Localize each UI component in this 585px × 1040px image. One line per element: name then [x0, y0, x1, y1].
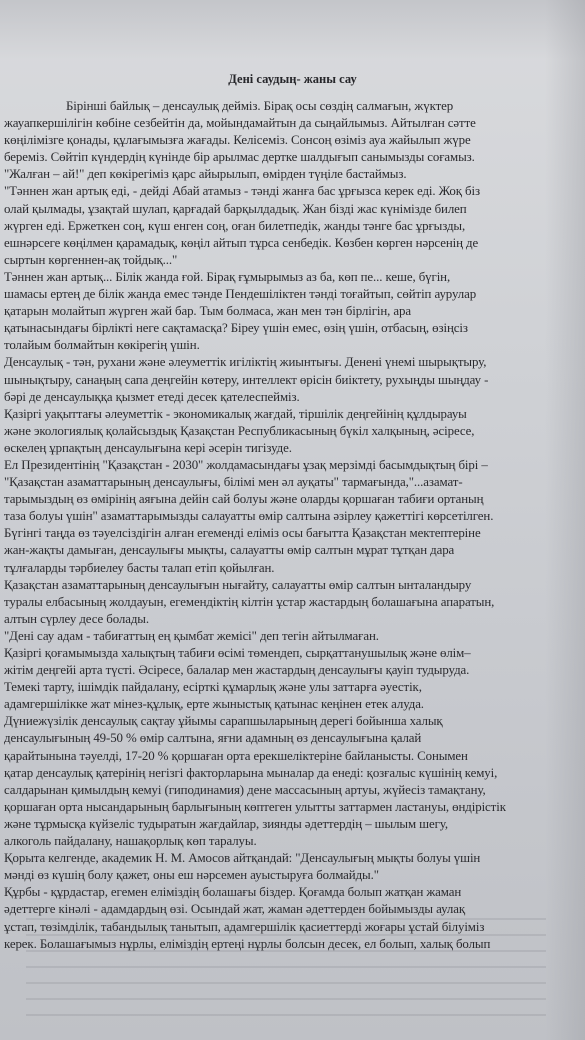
text-line: жітім деңгейі арта түсті. Әсіресе, балалар мен жастардың денсаулығы қауіп тудыруда.: [4, 663, 470, 678]
text-line: жауапкершілігін көбіне сезбейтін да, мойындамайтын да сыңайлымыз. Айтылған сәтте: [4, 116, 476, 131]
text-line: денсаулығының 49-50 % өмір салтына, яғни адамның өз денсаулығына қалай: [4, 731, 422, 746]
text-line: көңілімізге қонады, құлағымызға жағады. Келісеміз. Сонсоң өзіміз ауа жайылып жүре: [4, 133, 471, 148]
text-line: толайым болмайтын көкірегің үшін.: [4, 338, 200, 353]
text-line: жан-жақты дамыған, денсаулығы мықты, салауатты өмір салтын мұрат тұтқан дара: [4, 543, 455, 558]
document-body: [4, 98, 582, 953]
text-line: адамгершілікке жат мінез-құлық, ерте жыныстық қатынас кеңінен етек алуда.: [4, 697, 424, 712]
text-line: Қазақстан азаматтарының денсаулығын нығайту, салауатты өмір салтын ынталандыру: [4, 577, 472, 592]
text-line: әдеттерге кінәлі - адамдардың өзі. Осындай жат, жаман әдеттерден бойымызды аулақ: [4, 902, 465, 917]
text-line: Қазіргі уақыттағы әлеуметтік - экономикалық жағдай, тіршілік деңгейінің құлдырауы: [4, 406, 467, 421]
text-line: "Дені сау адам - табиғаттың ең қымбат жемісі" деп тегін айтылмаған.: [4, 628, 379, 643]
text-line: ұстап, төзімділік, табандылық танытып, адамгершілік қасиеттерді жоғары ұстай білуіміз: [4, 919, 485, 934]
text-line: салдарынан қимылдың кемуі (гиподинамия) дене массасының артуы, жүйесіз тамақтану,: [4, 782, 486, 797]
text-line: қатынасындағы бірлікті неге сақтамасқа? Біреу үшін емес, өзің үшін, отбасың, өзіңсіз: [4, 321, 468, 336]
text-line: тұлғаларды тәрбиелеу басты талап етіп қойылған.: [4, 560, 275, 575]
text-line: Дүниежүзілік денсаулық сақтау ұйымы сарапшыларының дерегі бойынша халық: [4, 714, 443, 729]
text-line: ешнәрсеге көңілмен қарамадық, көңіл айтып тұрса сенбедік. Көзбен көрген нәрсенің де: [4, 235, 479, 250]
text-line: қатарын молайтып жүрген жай бар. Тым болмаса, жан мен тән бірлігін, ара: [4, 304, 411, 319]
text-line: туралы елбасының жолдауын, егемендіктің кілтін ұстар жастардың болашағына апаратын,: [4, 594, 495, 609]
text-line: өскелең ұрпақтың денсаулығына кері әсерін тигізуде.: [4, 440, 292, 455]
text-line: Тәннен жан артық... Білік жанда ғой. Бірақ ғұмырымыз аз ба, көп пе... кеше, бүгін,: [4, 269, 451, 284]
text-line: таза болуы үшін" азаматтарымызды салауатты өмір салтына әзірлеу қажеттігі көрсетілген.: [4, 509, 494, 524]
text-line: қоршаған орта нысандарының барлығының көптеген улытты заттармен ластануы, өндірістік: [4, 799, 506, 814]
text-line: Ел Президентінің "Қазақстан - 2030" жолдамасындағы ұзақ мерзімді басымдықтың бірі –: [4, 457, 488, 472]
text-line: бәрі де денсаулыққа қызмет етеді десек қателеспейміз.: [4, 389, 300, 404]
text-line: мәнді өз күшің болу қажет, оны еш нәрсемен ауыстыруға болмайды.": [4, 868, 379, 883]
text-line: қатар денсаулық қатерінің негізгі факторларына мыналар да енеді: қозғалыс күшінің кемуі,: [4, 765, 498, 780]
text-line: жүрген еді. Ержеткен соң, күш енген соң, оған билетпедік, жанды тәнге бас ұрғызды,: [4, 218, 466, 233]
text-line: береміз. Сөйтіп күндердің күнінде бір арылмас дертке шалдығып санымызды соғамыз.: [4, 150, 475, 165]
text-line: Бірінші байлық – денсаулық дейміз. Бірақ осы сөздің салмағын, жүктер: [66, 99, 454, 113]
text-line: және тұрмысқа күйзеліс тудыратын жағдайлар, зиянды әдеттердің – шылым шегу,: [4, 816, 448, 831]
text-line: қарайтынына тәуелді, 17-20 % қоршаған орта ерекшеліктеріне байланысты. Сонымен: [4, 748, 468, 763]
faded-bleedthrough-area: [26, 918, 546, 1028]
text-line: Қазіргі қоғамымызда халықтың табиғи өсімі төмендеп, сырқаттанушылық және өлім–: [4, 646, 471, 660]
text-line: олай қылмады, ұзақтай шулап, қарғадай барқылдадық. Жан бізді жас күнімізде билеп: [4, 201, 467, 216]
text-line: керек. Болашағымыз нұрлы, еліміздің ертеңі нұрлы болсын десек, ел болып, халық болып: [4, 936, 491, 951]
text-line: Бүгінгі таңда өз тәуелсіздігін алған егемендi еліміз осы бағытта Қазақстан мектептеріне: [4, 526, 481, 541]
page-shadow-top: [0, 0, 585, 60]
text-line: алтын сүрлеу десе болады.: [4, 611, 149, 626]
text-line: алкоголь пайдалану, нашақорлық көп таралуы.: [4, 834, 257, 849]
text-line: сыртын көргеннен-ақ тойдық...": [4, 252, 178, 267]
text-line: шамасы ертең де білік жанда емес тәнде Пендешіліктен тәнді тоғайтып, сөйтіп аурулар: [4, 287, 477, 302]
text-line: тарымыздың өз өмірінің аяғына дейін сай болуы және оларды қоршаған табиғи ортаның: [4, 492, 484, 507]
text-line: және экологиялық қолайсыздық Қазақстан Республикасының бүкіл халқының, әсіресе,: [4, 423, 475, 438]
text-line: Темекі тарту, ішімдік пайдалану, есірткі құмарлық және улы заттарға әуестік,: [4, 680, 422, 695]
text-line: Құрбы - құрдастар, егемен еліміздің болашағы біздер. Қоғамда болып жатқан жаман: [4, 885, 462, 900]
text-line: "Қазақстан азаматтарының денсаулығы, білімі мен әл ауқаты" тармағында,"...азамат-: [4, 475, 463, 490]
document-title: Дені саудың- жаны сау: [228, 72, 357, 86]
text-line: шынықтыру, санаңың сапа деңгейін көтеру, интеллект өрісін биіктету, рухыңды шыңдау -: [4, 372, 489, 387]
text-line: Денсаулық - тән, рухани және әлеуметтік игіліктің жиынтығы. Денені үнемі шырықтыру,: [4, 355, 487, 370]
text-line: "Жалған – ай!" деп көкірегіміз қарс айырылып, өмірден түңіле бастаймыз.: [4, 167, 407, 182]
text-line: "Тәннен жан артық еді, - дейді Абай атамыз - тәнді жанға бас ұрғызса керек еді. Жоқ біз: [4, 184, 480, 199]
text-line: Қорыта келгенде, академик Н. М. Амосов айтқандай: "Денсаулығың мықты болуы үшін: [4, 851, 481, 866]
